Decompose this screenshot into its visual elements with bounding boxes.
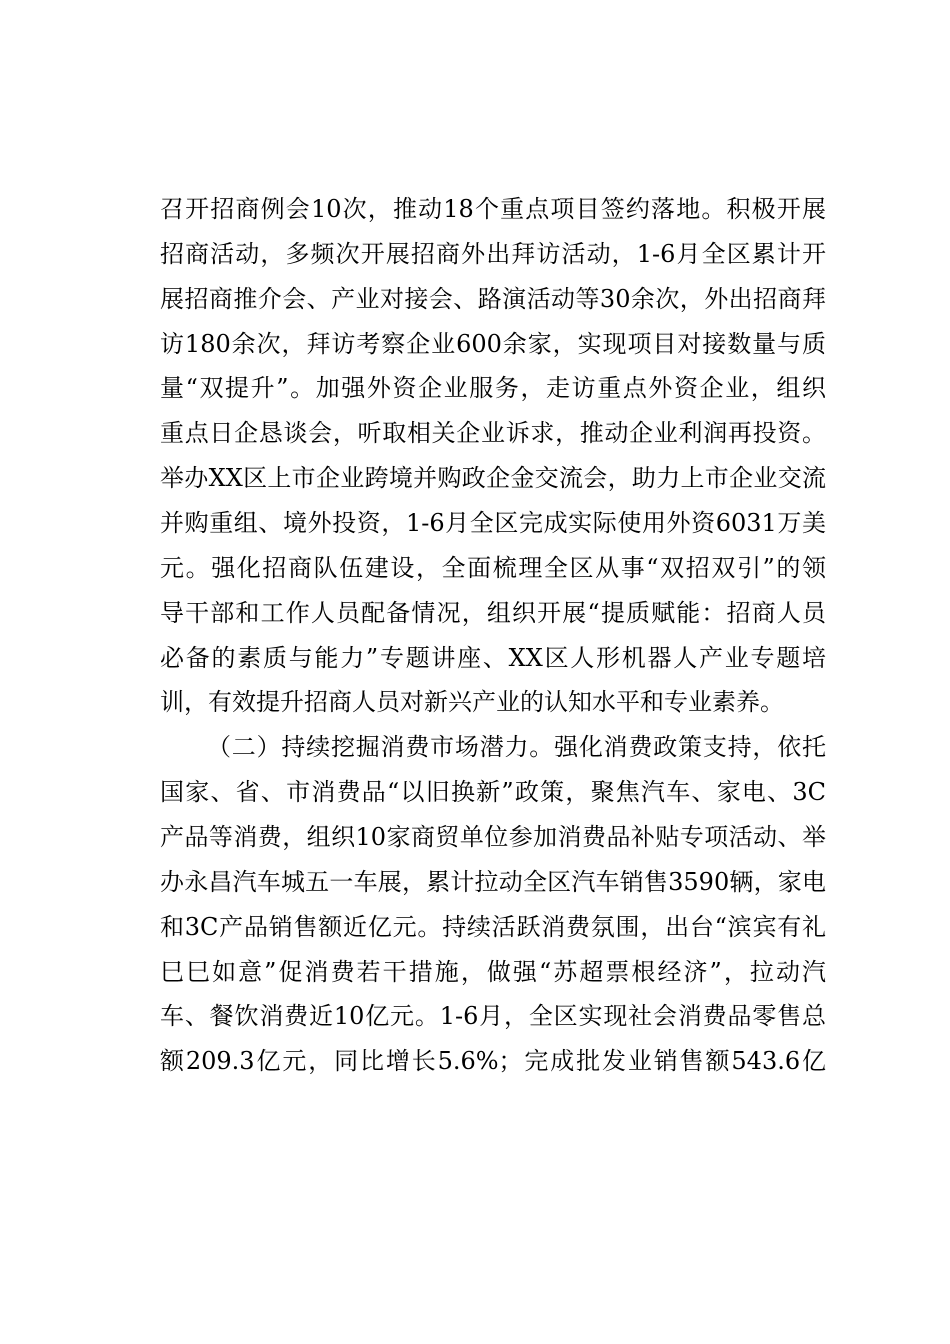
text-line: 产品等消费，组织10家商贸单位参加消费品补贴专项活动、举 <box>160 823 826 852</box>
text-line: 元。强化招商队伍建设，全面梳理全区从事“双招双引”的领 <box>160 553 826 582</box>
paragraph-consumption <box>160 725 826 1084</box>
text-line: 办永昌汽车城五一车展，累计拉动全区汽车销售3590辆，家电 <box>160 867 826 896</box>
text-line: 访180余次，拜访考察企业600余家，实现项目对接数量与质 <box>160 329 826 358</box>
paragraph-investment <box>160 187 826 725</box>
text-line: 导干部和工作人员配备情况，组织开展“提质赋能：招商人员 <box>160 598 826 627</box>
text-line: 量“双提升”。加强外资企业服务，走访重点外资企业，组织 <box>160 374 826 403</box>
text-line: 巳巳如意”促消费若干措施，做强“苏超票根经济”，拉动汽 <box>160 957 826 986</box>
text-line: 额209.3亿元，同比增长5.6%；完成批发业销售额543.6亿 <box>160 1047 826 1076</box>
text-line: 招商活动，多频次开展招商外出拜访活动，1-6月全区累计开 <box>160 239 826 268</box>
text-line: 必备的素质与能力”专题讲座、XX区人形机器人产业专题培 <box>160 643 826 672</box>
text-line: 国家、省、市消费品“以旧换新”政策，聚焦汽车、家电、3C <box>160 778 826 807</box>
text-line: 重点日企恳谈会，听取相关企业诉求，推动企业利润再投资。 <box>160 419 826 448</box>
text-line: 和3C产品销售额近亿元。持续活跃消费氛围，出台“滨宾有礼 <box>160 912 826 941</box>
text-line: 举办XX区上市企业跨境并购政企金交流会，助力上市企业交流 <box>160 464 826 493</box>
document-page <box>160 187 826 1084</box>
section-heading-line: （二）持续挖掘消费市场潜力。强化消费政策支持，依托 <box>207 733 826 762</box>
text-line: 训，有效提升招商人员对新兴产业的认知水平和专业素养。 <box>160 688 784 717</box>
text-line: 召开招商例会10次，推动18个重点项目签约落地。积极开展 <box>160 195 826 223</box>
text-line: 展招商推介会、产业对接会、路演活动等30余次，外出招商拜 <box>160 284 826 313</box>
text-line: 车、餐饮消费近10亿元。1-6月，全区实现社会消费品零售总 <box>160 1002 826 1031</box>
text-line: 并购重组、境外投资，1-6月全区完成实际使用外资6031万美 <box>160 509 826 538</box>
